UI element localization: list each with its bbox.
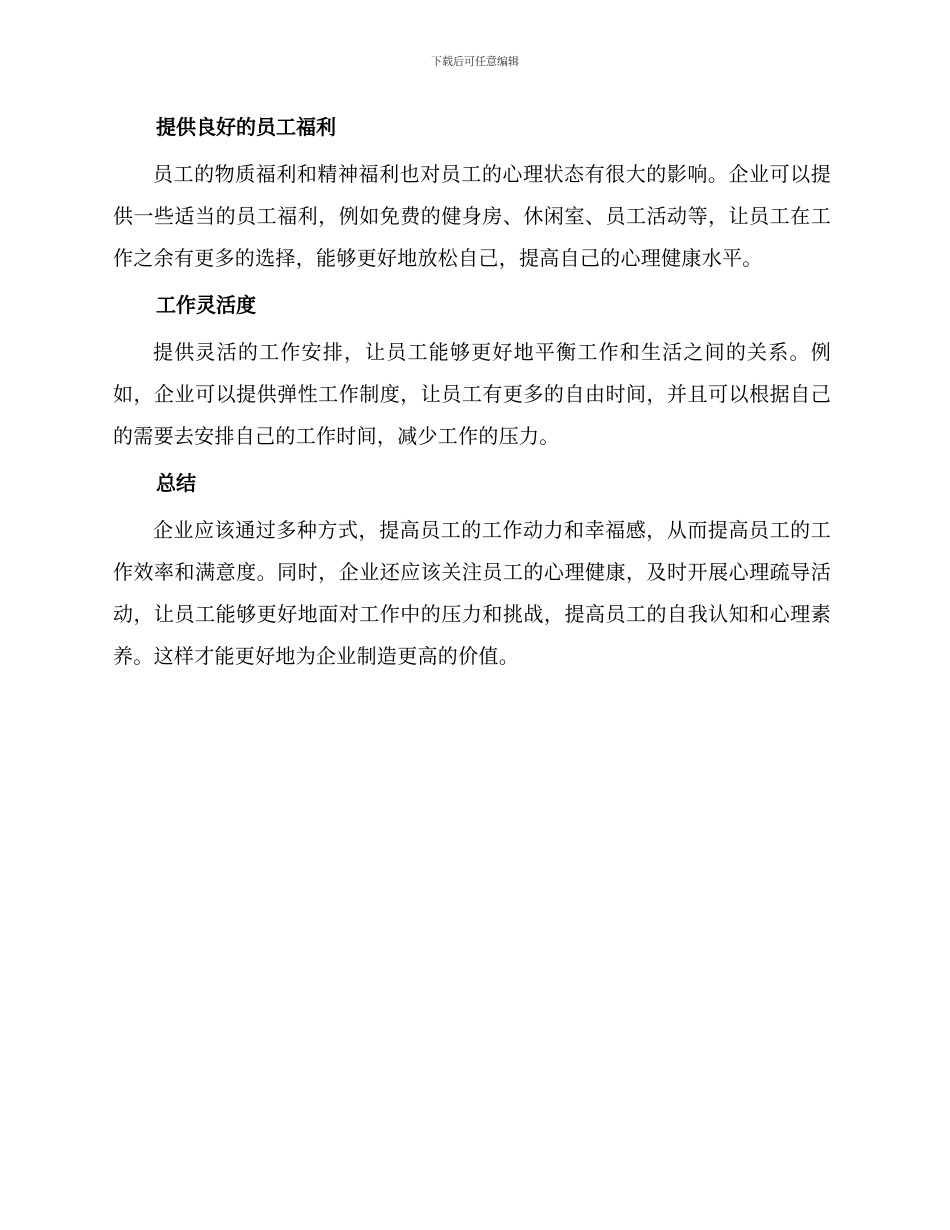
section-heading-benefits: 提供良好的员工福利 [156,115,336,139]
section-heading-flexibility: 工作灵活度 [156,293,256,317]
page-header: 下载后可任意编辑 [431,55,519,68]
section-paragraph-flexibility: 提供灵活的工作安排，让员工能够更好地平衡工作和生活之间的关系。例如，企业可以提供弹性工作制度，让员工有更多的自由时间，并且可以根据自己的需要去安排自己的工作时间，减少工作的压力。 [113,340,831,448]
section-heading-summary: 总结 [156,471,196,495]
document-body [113,109,831,685]
section-paragraph-summary: 企业应该通过多种方式，提高员工的工作动力和幸福感，从而提高员工的工作效率和满意度。同时，企业还应该关注员工的心理健康，及时开展心理疏导活动，让员工能够更好地面对工作中的压力和挑战，提高员工的自我认知和心理素养。这样才能更好地为企业制造更高的价值。 [113,518,831,668]
section-paragraph-benefits: 员工的物质福利和精神福利也对员工的心理状态有很大的影响。企业可以提供一些适当的员工福利，例如免费的健身房、休闲室、员工活动等，让员工在工作之余有更多的选择，能够更好地放松自己，提高自己的心理健康水平。 [113,162,831,270]
